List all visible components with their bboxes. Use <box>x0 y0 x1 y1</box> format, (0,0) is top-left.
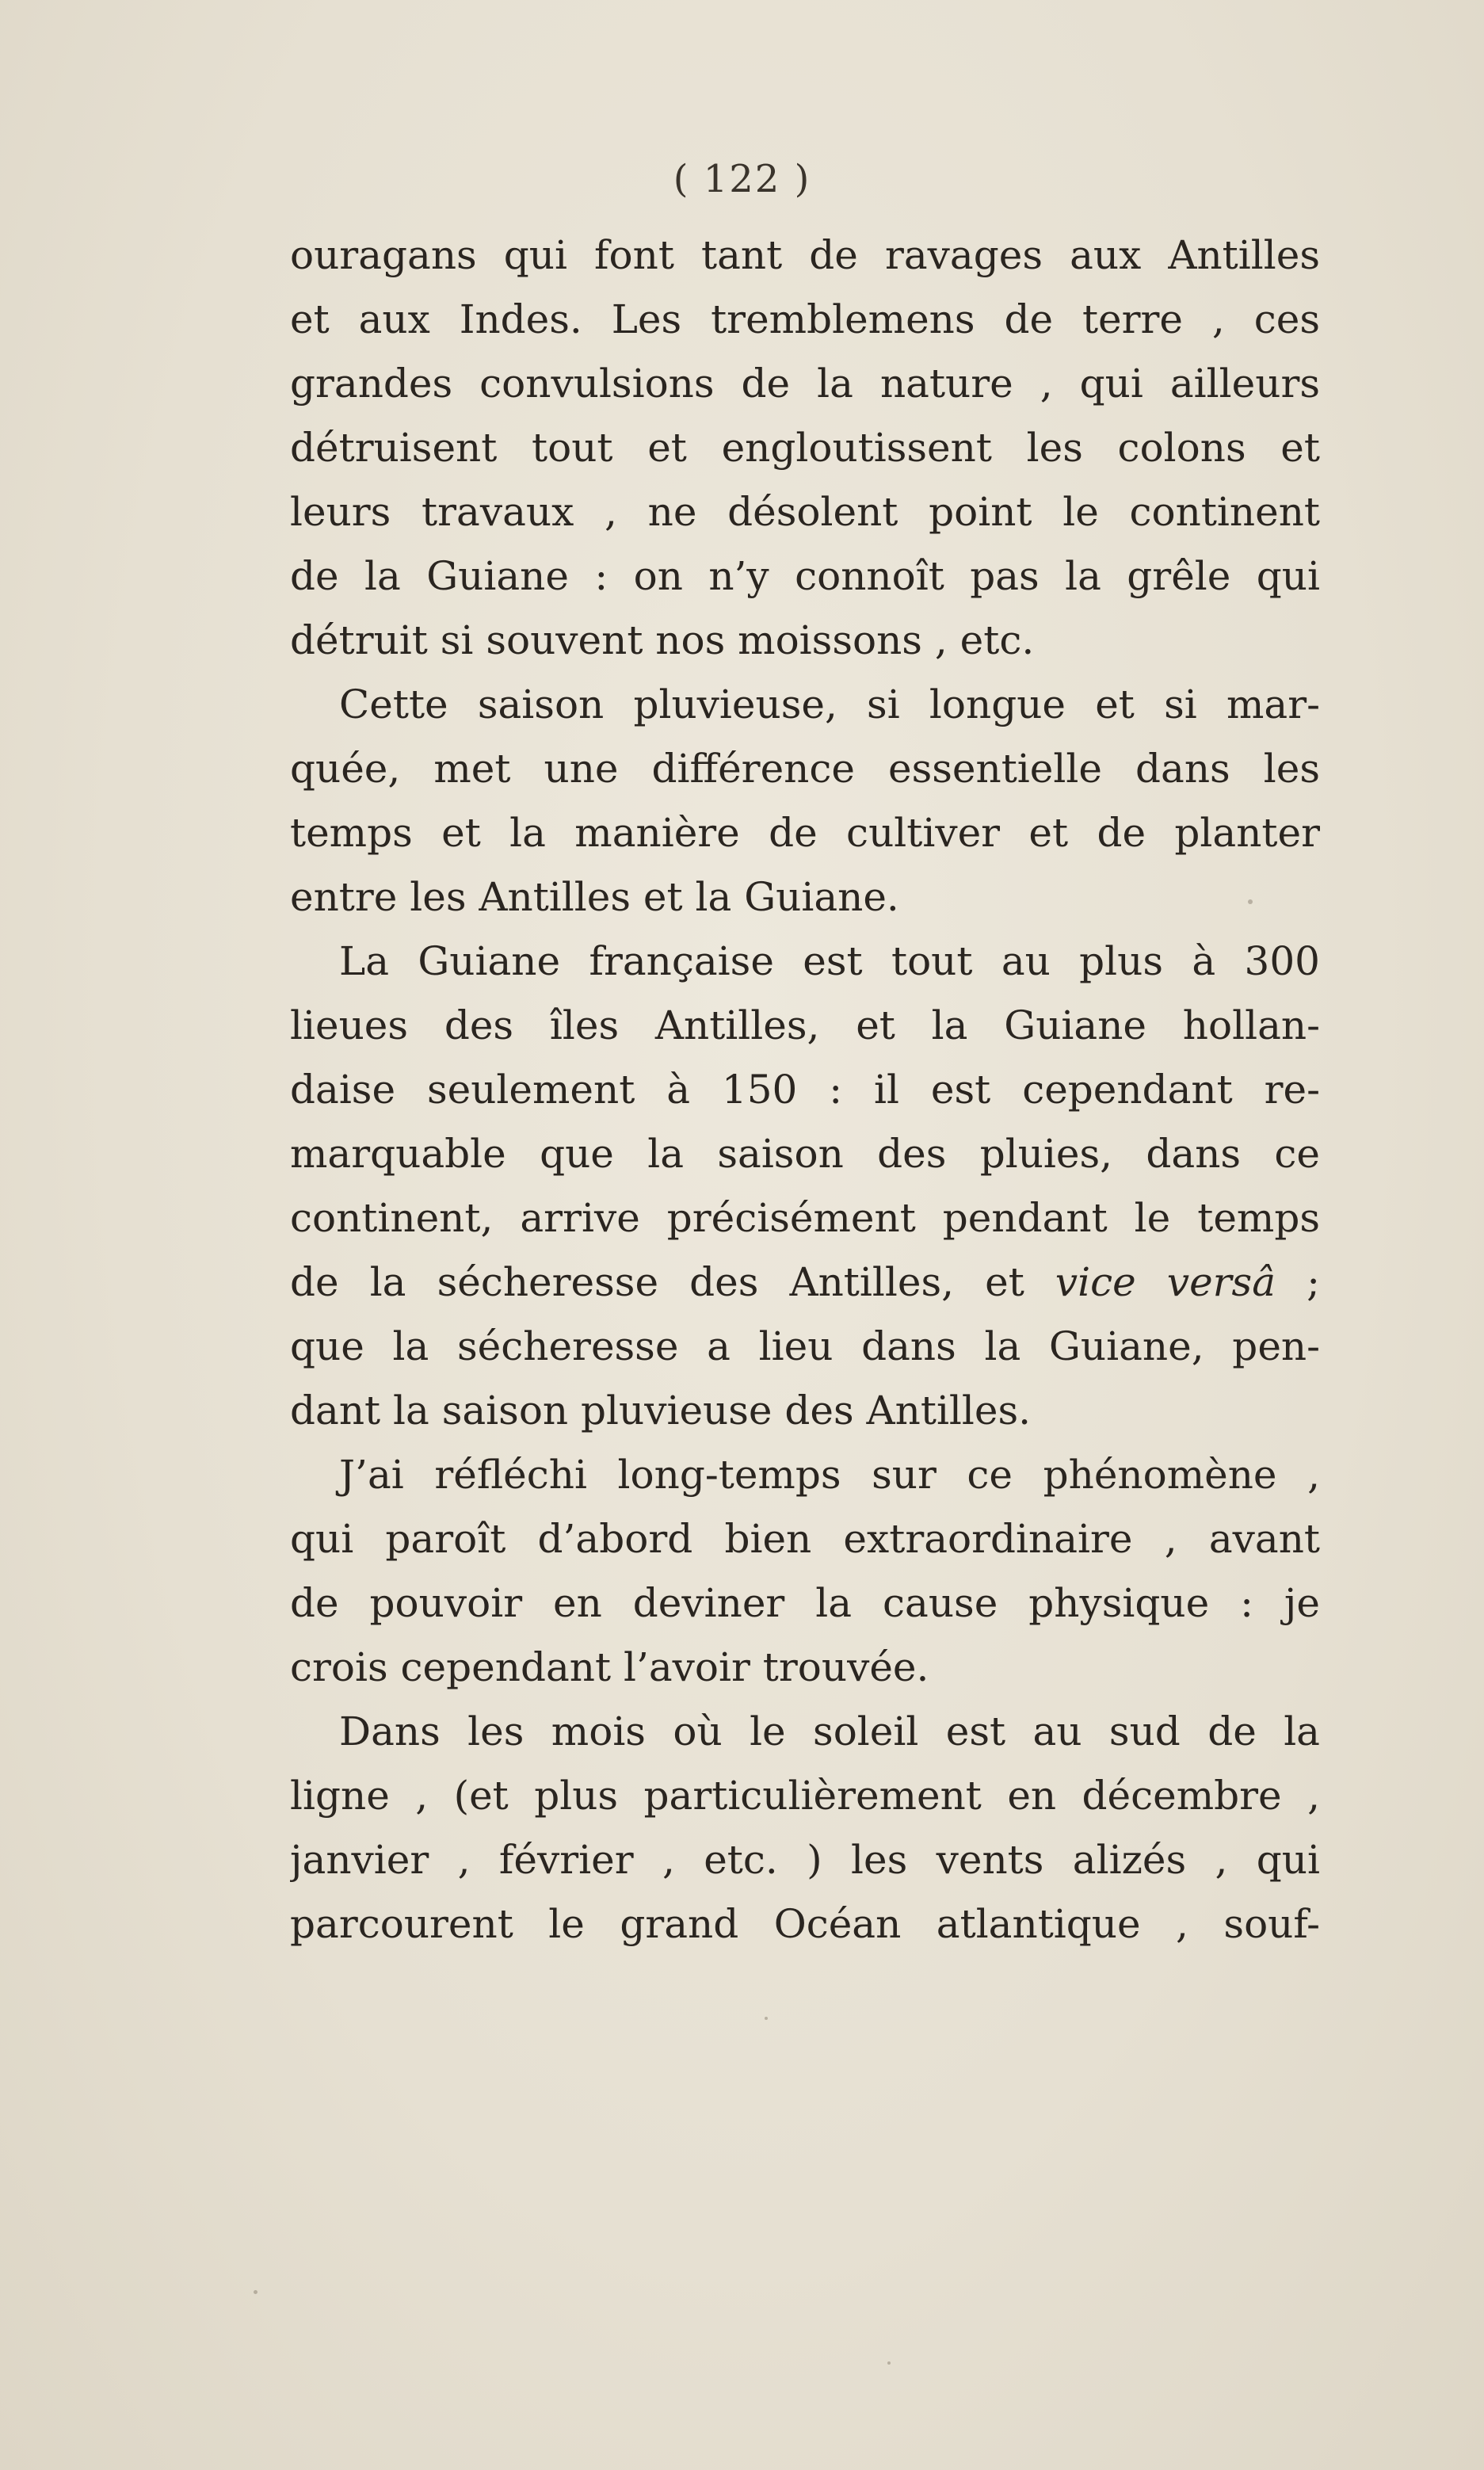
text-line: détruit si souvent nos moissons , etc. <box>290 617 1035 663</box>
text-line: Dans les mois où le soleil est au sud de la <box>339 1708 1320 1754</box>
italic-phrase: vice versâ <box>1055 1259 1276 1305</box>
text-line: lieues des îles Antilles, et la Guiane hollan- <box>290 1002 1320 1048</box>
text-line: La Guiane française est tout au plus à 300 <box>339 938 1320 984</box>
body-text <box>290 223 1320 1957</box>
text-line: ligne , (et plus particulièrement en décembre , <box>290 1773 1320 1819</box>
text-line: de la sécheresse des Antilles, et vice versâ ; <box>290 1259 1320 1305</box>
text-line: grandes convulsions de la nature , qui ailleurs <box>290 361 1320 407</box>
text-line: continent, arrive précisément pendant le temps <box>290 1195 1320 1241</box>
paper-speck <box>254 2290 258 2294</box>
text-line: parcourent le grand Océan atlantique , souf- <box>290 1901 1320 1947</box>
page-number: ( 122 ) <box>673 157 811 201</box>
text-line: Cette saison pluvieuse, si longue et si mar- <box>339 681 1320 727</box>
text-line: janvier , février , etc. ) les vents alizés , qui <box>290 1837 1320 1883</box>
text-line: entre les Antilles et la Guiane. <box>290 874 899 920</box>
text-line: de pouvoir en deviner la cause physique : je <box>290 1580 1320 1626</box>
text-line: temps et la manière de cultiver et de planter <box>290 810 1320 856</box>
text-line: dant la saison pluvieuse des Antilles. <box>290 1388 1032 1434</box>
text-line: marquable que la saison des pluies, dans ce <box>290 1131 1320 1177</box>
text-line: de la Guiane : on n’y connoît pas la grêle qui <box>290 553 1320 599</box>
text-line: que la sécheresse a lieu dans la Guiane, pen- <box>290 1323 1320 1369</box>
text-line: ouragans qui font tant de ravages aux Antilles <box>290 232 1320 278</box>
paper-speck <box>765 2017 768 2020</box>
text-line: qui paroît d’abord bien extraordinaire , avant <box>290 1516 1320 1562</box>
text-line: quée, met une différence essentielle dans les <box>290 746 1320 792</box>
text-line: et aux Indes. Les tremblemens de terre , ces <box>290 296 1320 342</box>
text-line: J’ai réfléchi long-temps sur ce phénomène , <box>339 1452 1320 1498</box>
text-line: daise seulement à 150 : il est cependant re- <box>290 1067 1320 1113</box>
paper-speck <box>887 2361 891 2365</box>
paper-speck <box>1248 899 1253 904</box>
text-line: crois cependant l’avoir trouvée. <box>290 1644 929 1690</box>
text-line: leurs travaux , ne désolent point le continent <box>290 489 1320 535</box>
text-line: détruisent tout et engloutissent les colons et <box>290 425 1320 471</box>
